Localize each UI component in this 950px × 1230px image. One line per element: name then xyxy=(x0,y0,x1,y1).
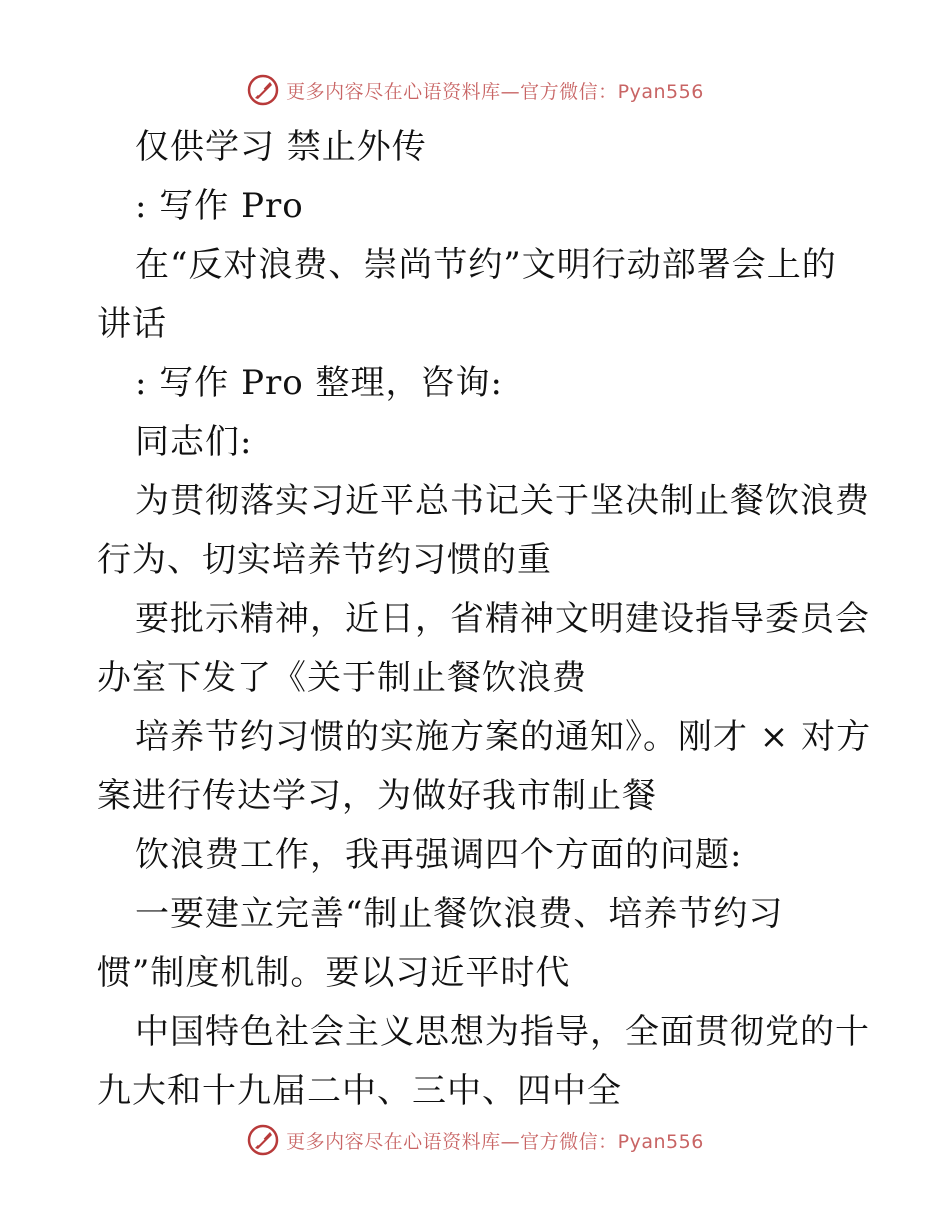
doc-line: 案进行传达学习，为做好我市制止餐 xyxy=(97,776,657,816)
doc-line: : 写作 Pro xyxy=(135,186,304,226)
doc-line: 同志们: xyxy=(135,422,253,462)
doc-line: 惯”制度机制。要以习近平时代 xyxy=(97,953,571,993)
doc-line: 要批示精神，近日，省精神文明建设指导委员会 xyxy=(135,599,870,639)
doc-line: : 写作 Pro 整理，咨询: xyxy=(135,363,503,403)
footer-banner xyxy=(0,1120,950,1160)
doc-line: 饮浪费工作，我再强调四个方面的问题: xyxy=(135,835,743,875)
doc-line: 一要建立完善“制止餐饮浪费、培养节约习 xyxy=(135,894,784,934)
doc-line: 中国特色社会主义思想为指导，全面贯彻党的十 xyxy=(135,1012,870,1052)
feather-pen-logo-icon xyxy=(246,73,280,107)
doc-line: 在“反对浪费、崇尚节约”文明行动部署会上的 xyxy=(135,245,837,285)
document-body xyxy=(97,118,872,1121)
feather-pen-logo-icon xyxy=(246,1123,280,1157)
doc-line: 办室下发了《关于制止餐饮浪费 xyxy=(97,658,587,698)
header-banner-text: 更多内容尽在心语资料库—官方微信：Pyan556 xyxy=(286,80,704,103)
doc-line: 培养节约习惯的实施方案的通知》。刚才 × 对方 xyxy=(135,717,872,757)
doc-line: 仅供学习 禁止外传 xyxy=(135,127,427,167)
doc-line: 行为、切实培养节约习惯的重 xyxy=(97,540,552,580)
footer-banner-text: 更多内容尽在心语资料库—官方微信：Pyan556 xyxy=(286,1130,704,1153)
header-banner xyxy=(0,70,950,110)
doc-line: 讲话 xyxy=(97,304,167,344)
doc-line: 九大和十九届二中、三中、四中全 xyxy=(97,1071,622,1111)
doc-line: 为贯彻落实习近平总书记关于坚决制止餐饮浪费 xyxy=(135,481,870,521)
